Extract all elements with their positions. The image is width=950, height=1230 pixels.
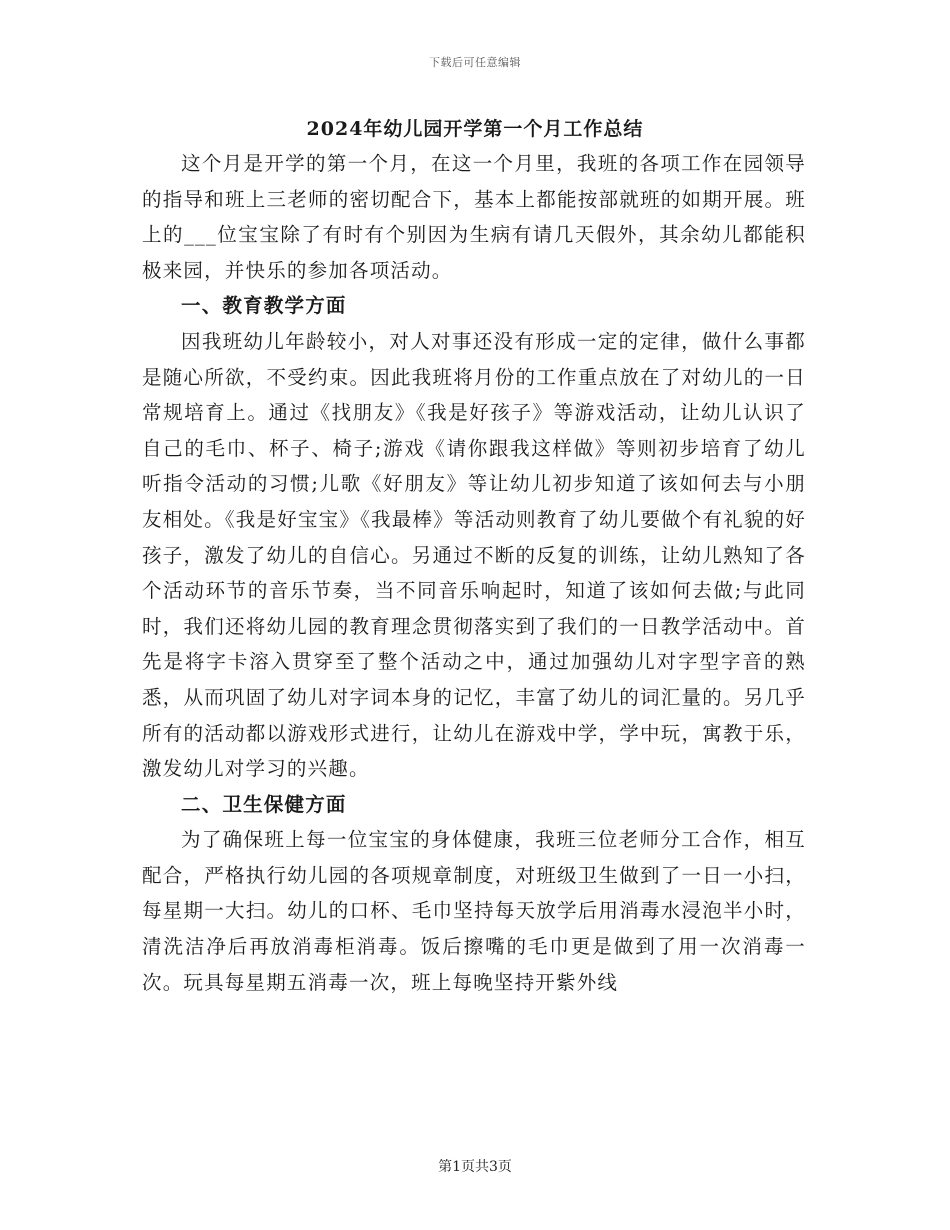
page-indicator: 第1页共3页 — [438, 1159, 512, 1175]
document-body — [142, 146, 806, 1000]
education-paragraph: 因我班幼儿年龄较小，对人对事还没有形成一定的定律，做什么事都是随心所欲，不受约束。因此我班将月份的工作重点放在了对幼儿的一日常规培育上。通过《找朋友》《我是好孩子》等游戏活动，让幼儿认识了自己的毛巾、杯子、椅子;游戏《请你跟我这样做》等则初步培育了幼儿听指令活动的习惯;儿歌《好朋友》等让幼儿初步知道了该如何去与小朋友相处。《我是好宝宝》《我最棒》等活动则教育了幼儿要做个有礼貌的好孩子，激发了幼儿的自信心。另通过不断的反复的训练，让幼儿熟知了各个活动环节的音乐节奏，当不同音乐响起时，知道了该如何去做;与此同时，我们还将幼儿园的教育理念贯彻落实到了我们的一日教学活动中。首先是将字卡溶入贯穿至了整个活动之中，通过加强幼儿对字型字音的熟悉，从而巩固了幼儿对字词本身的记忆，丰富了幼儿的词汇量的。另几乎所有的活动都以游戏形式进行，让幼儿在游戏中学，学中玩，寓教于乐，激发幼儿对学习的兴趣。 — [142, 329, 806, 781]
hygiene-paragraph: 为了确保班上每一位宝宝的身体健康，我班三位老师分工合作，相互配合，严格执行幼儿园的各项规章制度，对班级卫生做到了一日一小扫，每星期一大扫。幼儿的口杯、毛巾坚持每天放学后用消毒水浸泡半小时，清洗洁净后再放消毒柜消毒。饭后擦嘴的毛巾更是做到了用一次消毒一次。玩具每星期五消毒一次，班上每晚坚持开紫外线 — [142, 828, 806, 994]
document-title: 2024年幼儿园开学第一个月工作总结 — [306, 118, 644, 140]
section-heading-education: 一、教育教学方面 — [181, 294, 347, 318]
intro-paragraph: 这个月是开学的第一个月，在这一个月里，我班的各项工作在园领导的指导和班上三老师的密切配合下，基本上都能按部就班的如期开展。班上的___位宝宝除了有时有个别因为生病有请几天假外，其余幼儿都能积极来园，并快乐的参加各项活动。 — [142, 152, 806, 282]
section-heading-hygiene: 二、卫生保健方面 — [181, 792, 347, 816]
header-note: 下载后可任意编辑 — [429, 56, 521, 69]
